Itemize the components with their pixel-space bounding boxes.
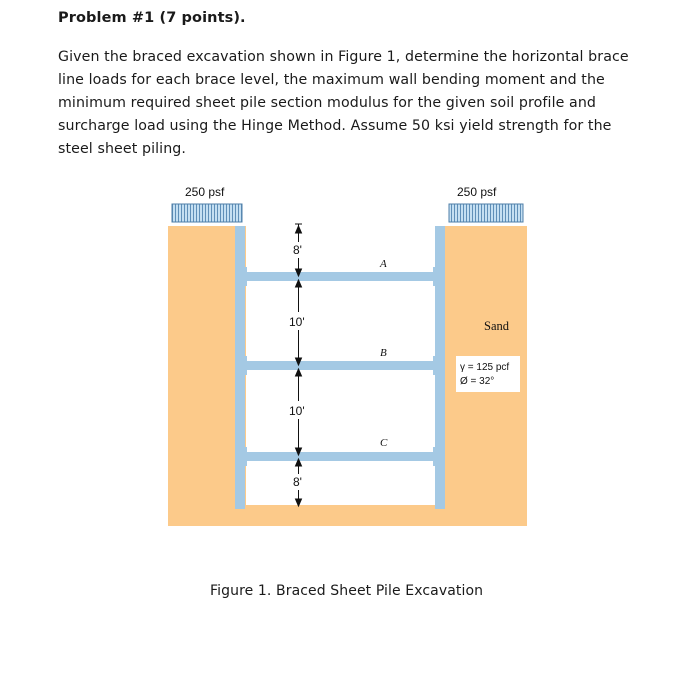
surcharge-right-label: 250 psf: [457, 185, 497, 199]
brace-label-c: C: [380, 437, 388, 449]
statement-line: steel sheet piling.: [58, 141, 187, 157]
figure-caption: Figure 1. Braced Sheet Pile Excavation: [210, 583, 484, 599]
dimension-label-4: 8': [293, 475, 302, 489]
brace-label-b: B: [380, 347, 387, 359]
unit-weight-label: γ = 125 pcf: [460, 362, 510, 373]
surcharge-left: [172, 204, 242, 222]
statement-line: Given the braced excavation shown in Figure 1, determine the horizontal brace: [58, 49, 629, 65]
statement-line: line loads for each brace level, the maximum wall bending moment and the: [58, 72, 605, 88]
surcharge-left-label: 250 psf: [185, 185, 225, 199]
brace-b: [243, 356, 437, 375]
soil-bottom: [168, 505, 527, 526]
dimension-label-2: 10': [289, 315, 305, 329]
brace-label-a: A: [380, 258, 387, 270]
problem-title: Problem #1 (7 points).: [58, 10, 246, 26]
soil-left: [168, 226, 246, 526]
brace-c: [243, 447, 437, 466]
soil-type-label: Sand: [484, 319, 509, 333]
dimension-label-1: 8': [293, 243, 302, 257]
surcharge-right: [449, 204, 523, 222]
statement-line: minimum required sheet pile section modulus for the given soil profile and: [58, 95, 597, 111]
friction-angle-label: Ø = 32°: [460, 376, 495, 387]
brace-a: [243, 267, 437, 286]
statement-line: surcharge load using the Hinge Method. Assume 50 ksi yield strength for the: [58, 118, 612, 134]
dimension-label-3: 10': [289, 404, 305, 418]
